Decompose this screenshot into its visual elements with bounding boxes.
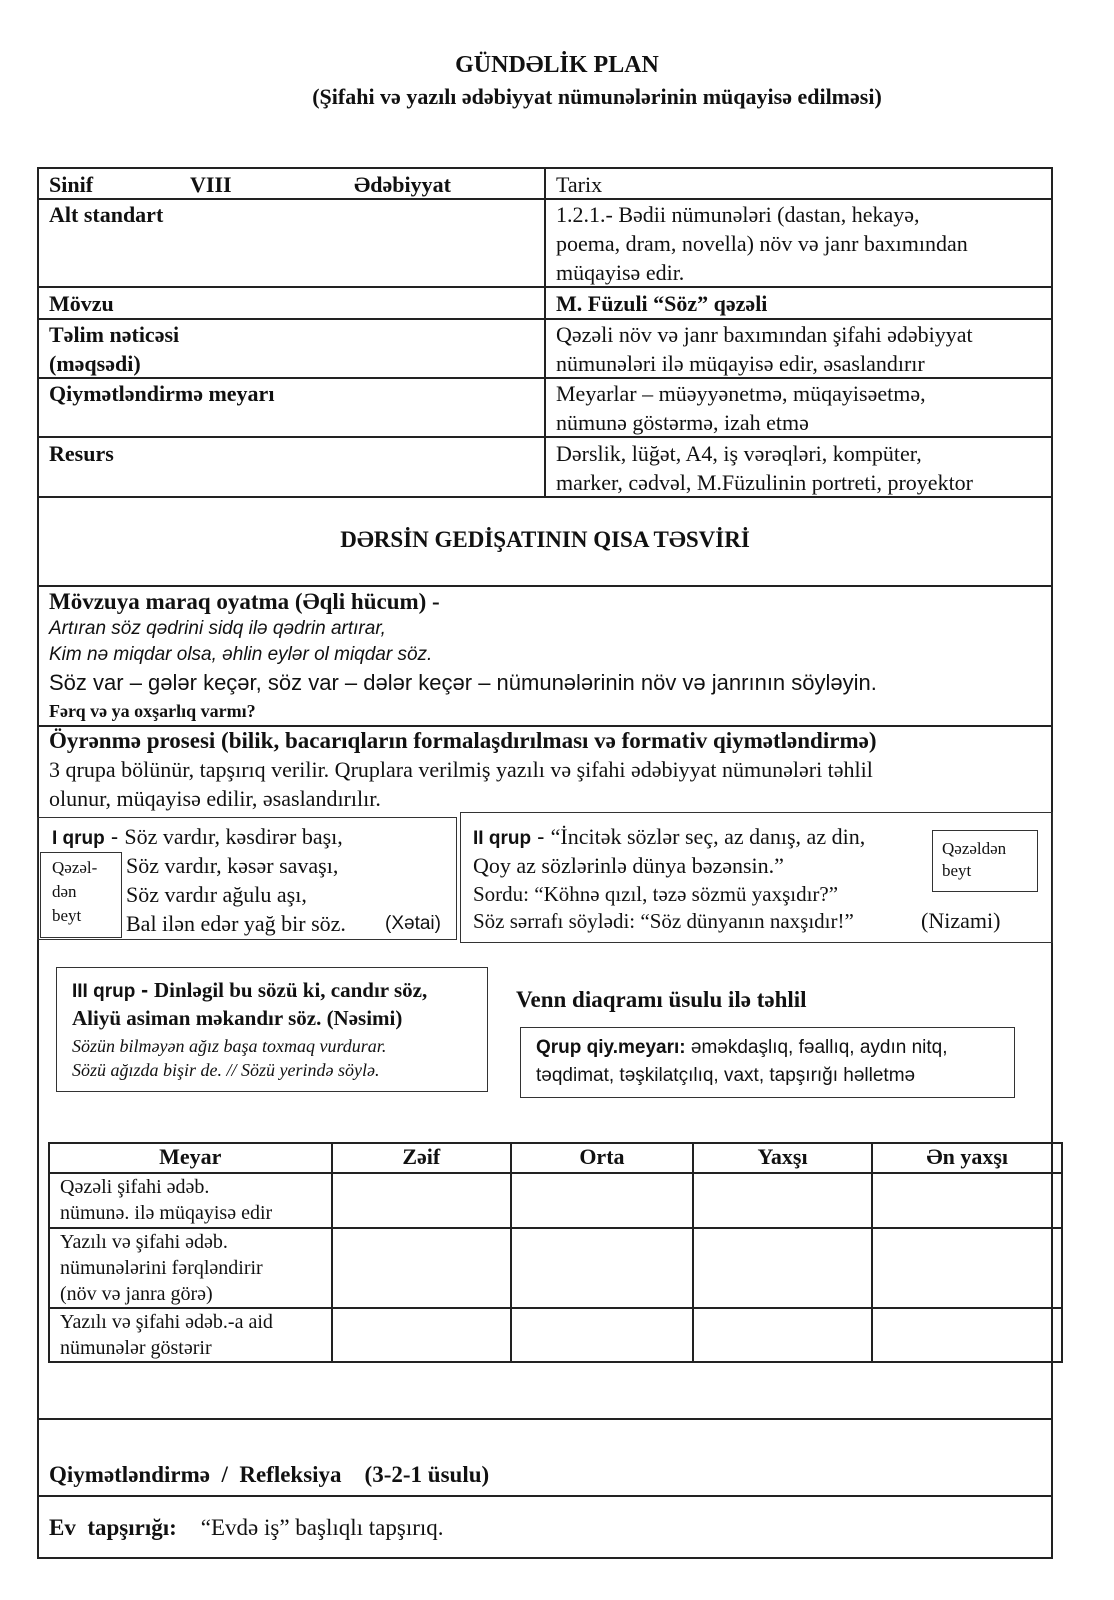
group1-line-2: Söz vardır, kəsər savaşı,: [126, 853, 339, 878]
sinif-label: Sinif: [49, 172, 94, 197]
learning-text: 3 qrupa bölünür, tapşırıq verilir. Qruplara verilmiş yazılı və şifahi ədəbiyyat nümunələri təhlil olunur, müqayisə edilir, əsaslandırılır.: [49, 757, 873, 811]
motivation-verse: Artıran söz qədrini sidq ilə qədrin artırar, Kim nə miqdar olsa, əhlin eylər ol miqdar söz.: [49, 618, 433, 665]
rating-cell[interactable]: [332, 1173, 512, 1228]
group2-tag: Qəzəldən beyt: [942, 839, 1007, 880]
group3-line-1: III qrup - Dinləgil bu sözü ki, candır söz,: [72, 978, 428, 1002]
rating-cell[interactable]: [693, 1308, 873, 1362]
rating-cell[interactable]: [332, 1228, 512, 1308]
homework-label: Ev tapşırığı:: [49, 1515, 177, 1540]
subject-name: Ədəbiyyat: [354, 172, 451, 197]
rating-cell[interactable]: [693, 1228, 873, 1308]
motivation-subquestion: Fərq və ya oxşarlıq varmı?: [49, 701, 256, 721]
group1-line-3: Söz vardır ağulu aşı,: [126, 882, 307, 907]
group3-proverbs: Sözün bilməyən ağız başa toxmaq vurdurar. Sözü ağızda bişir de. // Sözü yerində söylə.: [72, 1036, 387, 1080]
header-zeif: Zəif: [332, 1143, 512, 1173]
table-header-row: [49, 1143, 1062, 1173]
header-orta: Orta: [511, 1143, 693, 1173]
group-criteria-label: Qrup qiy.meyarı:: [536, 1037, 686, 1058]
homework-text: “Evdə iş” başlıqlı tapşırıq.: [200, 1515, 444, 1540]
resurs-label: Resurs: [49, 441, 114, 466]
qiymet-value: Meyarlar – müəyyənetmə, müqayisəetmə, nümunə göstərmə, izah etmə: [556, 381, 926, 435]
group2-line-1: II qrup - “İncitək sözlər seç, az danış, az din,: [473, 824, 866, 849]
alt-standart-value: 1.2.1.- Bədii nümunələri (dastan, hekayə, poema, dram, novella) növ və janr baxımından müqayisə edir.: [556, 202, 968, 285]
learning-heading: Öyrənmə prosesi (bilik, bacarıqların formalaşdırılması və formativ qiymətləndirmə): [49, 728, 877, 753]
header-meyar: Meyar: [49, 1143, 332, 1173]
group1-label: I qrup: [52, 828, 105, 849]
rating-cell[interactable]: [872, 1173, 1062, 1228]
table-row: [49, 1228, 1062, 1308]
rating-cell[interactable]: [332, 1308, 512, 1362]
reflection-heading: Qiymətləndirmə / Refleksiya (3-2-1 üsulu): [49, 1462, 490, 1487]
alt-standart-label: Alt standart: [49, 202, 164, 227]
sinif-value: VIII: [190, 172, 232, 197]
group1-tag: Qəzəl- dən beyt: [52, 858, 98, 925]
criteria-table: [48, 1142, 1063, 1363]
group2-line-2: Qoy az sözlərinlə dünya bəzənsin.”: [473, 853, 784, 878]
rating-cell[interactable]: [872, 1228, 1062, 1308]
movzu-value: M. Füzuli “Söz” qəzəli: [556, 291, 768, 316]
section-heading: DƏRSİN GEDİŞATININ QISA TƏSVİRİ: [340, 527, 750, 552]
group2-label: II qrup: [473, 828, 532, 849]
tarix-label: Tarix: [556, 172, 603, 197]
criterion-3: Yazılı və şifahi ədəb.-a aid nümunələr göstərir: [49, 1308, 332, 1362]
table-row: [49, 1173, 1062, 1228]
group-criteria-line-2: təqdimat, təşkilatçılıq, vaxt, tapşırığı həlletmə: [536, 1065, 916, 1086]
rating-cell[interactable]: [693, 1173, 873, 1228]
venn-heading: Venn diaqramı üsulu ilə təhlil: [516, 987, 807, 1012]
resurs-value: Dərslik, lüğət, A4, iş vərəqləri, kompüter, marker, cədvəl, M.Füzulinin portreti, proyektor: [556, 441, 974, 495]
group2-line-3: Sordu: “Köhnə qızıl, təzə sözmü yaxşıdır?”: [473, 882, 839, 906]
group-criteria-line-1: Qrup qiy.meyarı: əməkdaşlıq, fəallıq, aydın nitq,: [536, 1037, 948, 1058]
table-row: [49, 1308, 1062, 1362]
telim-value: Qəzəli növ və janr baxımından şifahi ədəbiyyat nümunələri ilə müqayisə edir, əsaslandırır: [556, 322, 973, 376]
motivation-question: Söz var – gələr keçər, söz var – dələr keçər – nümunələrinin növ və janrının söyləyin.: [49, 670, 877, 695]
header-yaxsi: Yaxşı: [693, 1143, 873, 1173]
criterion-2: Yazılı və şifahi ədəb. nümunələrini fərqləndirir (növ və janra görə): [49, 1228, 332, 1308]
group2-author: (Nizami): [921, 908, 1001, 933]
group3-line-2: Aliyü asiman məkandır söz. (Nəsimi): [72, 1006, 403, 1030]
movzu-label: Mövzu: [49, 291, 114, 316]
group1-line-4: Bal ilən edər yağ bir söz.: [126, 911, 346, 936]
group1-line-1: I qrup - Söz vardır, kəsdirər başı,: [52, 824, 343, 849]
qiymet-label: Qiymətləndirmə meyarı: [49, 381, 275, 406]
group3-label: III qrup: [72, 981, 136, 1002]
header-en-yaxsi: Ən yaxşı: [872, 1143, 1062, 1173]
telim-label: Təlim nəticəsi (məqsədi): [49, 322, 180, 376]
rating-cell[interactable]: [511, 1228, 693, 1308]
criterion-1: Qəzəli şifahi ədəb. nümunə. ilə müqayisə edir: [49, 1173, 332, 1228]
rating-cell[interactable]: [511, 1173, 693, 1228]
homework: [49, 1515, 444, 1541]
rating-cell[interactable]: [511, 1308, 693, 1362]
group1-author: (Xətai): [385, 913, 441, 934]
page-title: GÜNDƏLİK PLAN: [455, 52, 659, 78]
rating-cell[interactable]: [872, 1308, 1062, 1362]
page-subtitle: (Şifahi və yazılı ədəbiyyat nümunələrinin müqayisə edilməsi): [312, 84, 882, 109]
motivation-heading: Mövzuya maraq oyatma (Əqli hücum) -: [49, 589, 440, 614]
group2-line-4: Söz sərrafı söylədi: “Söz dünyanın naxşıdır!”: [473, 909, 854, 933]
